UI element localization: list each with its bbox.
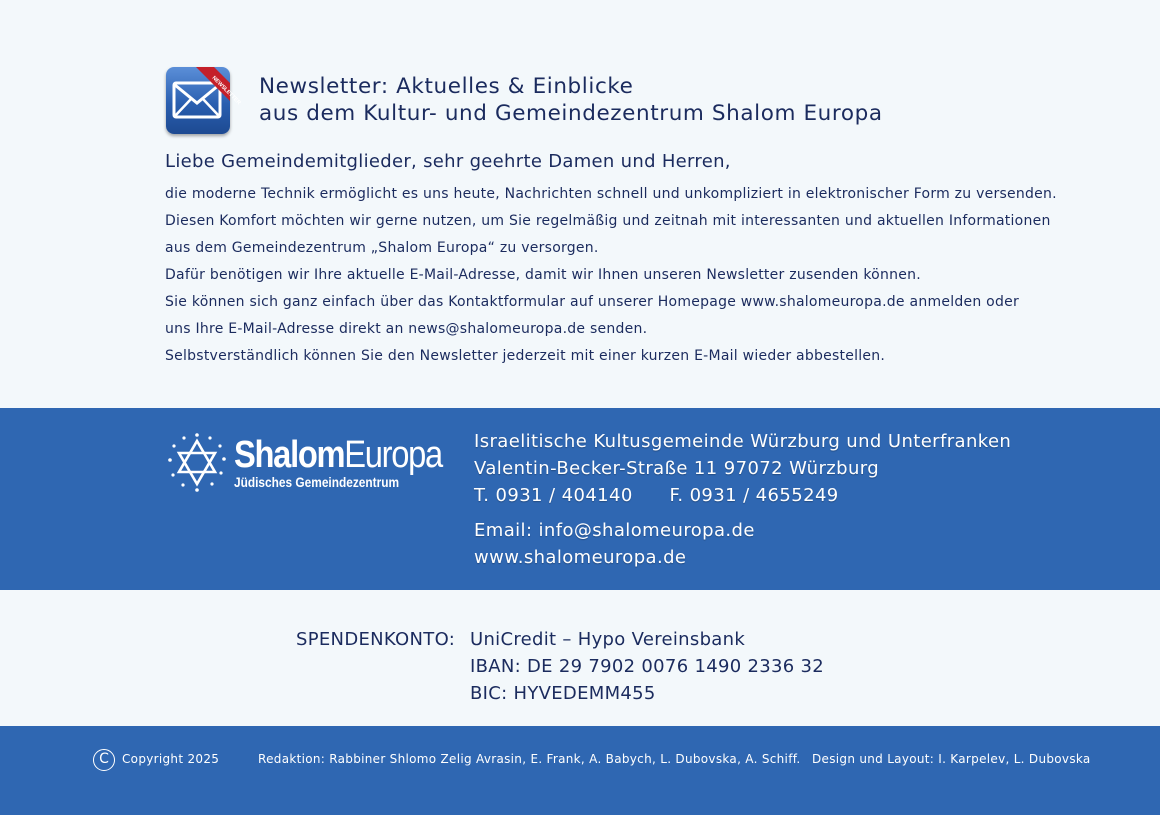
body-line: die moderne Technik ermöglicht es uns heute, Nachrichten schnell und unkompliziert in elektronischer Form zu versenden. <box>165 186 1057 202</box>
body-line: Selbstverständlich können Sie den Newsletter jederzeit mit einer kurzen E-Mail wieder abbestellen. <box>165 348 886 364</box>
organization-name: Israelitische Kultusgemeinde Würzburg und Unterfranken <box>474 431 1012 452</box>
website-link[interactable]: www.shalomeuropa.de <box>474 547 687 568</box>
body-line: Dafür benötigen wir Ihre aktuelle E-Mail-Adresse, damit wir Ihnen unseren Newsletter zusenden können. <box>165 267 921 283</box>
title-line-1: Newsletter: Aktuelles & Einblicke <box>259 74 634 99</box>
body-line: uns Ihre E-Mail-Adresse direkt an news@shalomeuropa.de senden. <box>165 321 648 337</box>
newsletter-badge-text: NEWSLETTER <box>210 75 242 107</box>
logo-subtitle: Jüdisches Gemeindezentrum <box>234 475 400 490</box>
bank-name: UniCredit – Hypo Vereinsbank <box>470 629 746 650</box>
title-line-2: aus dem Kultur- und Gemeindezentrum Shalom Europa <box>259 101 883 126</box>
design-credit: Design und Layout: I. Karpelev, L. Dubovska <box>812 752 1091 766</box>
body-line: Sie können sich ganz einfach über das Kontaktformular auf unserer Homepage www.shalomeuropa.de anmelden oder <box>165 294 1019 310</box>
body-line: aus dem Gemeindezentrum „Shalom Europa“ zu versorgen. <box>165 240 599 256</box>
iban: IBAN: DE 29 7902 0076 1490 2336 32 <box>470 656 825 677</box>
donation-label: SPENDENKONTO: <box>296 629 456 650</box>
logo-word-light: Europa <box>344 434 442 476</box>
copyright-icon: C <box>93 749 115 771</box>
copyright-text: Copyright 2025 <box>122 752 220 766</box>
newsletter-envelope-icon <box>166 67 242 134</box>
logo-word-bold: Shalom <box>234 434 345 476</box>
email-link[interactable]: Email: info@shalomeuropa.de <box>474 520 755 541</box>
body-line: Diesen Komfort möchten wir gerne nutzen, um Sie regelmäßig und zeitnah mit interessanten und aktuellen Informationen <box>165 213 1051 229</box>
footer-band <box>0 726 1160 815</box>
contact-block <box>474 428 1011 571</box>
address: Valentin-Becker-Straße 11 97072 Würzburg <box>474 458 880 479</box>
editors-credit: Redaktion: Rabbiner Shlomo Zelig Avrasin, E. Frank, A. Babych, L. Dubovska, A. Schiff. <box>258 752 801 766</box>
greeting: Liebe Gemeindemitglieder, sehr geehrte Damen und Herren, <box>165 151 731 172</box>
phone-fax: T. 0931 / 404140 F. 0931 / 4655249 <box>474 485 839 506</box>
star-of-david-icon <box>166 432 228 494</box>
logo-wordmark <box>234 434 442 476</box>
newsletter-body <box>165 181 1085 370</box>
shalom-europa-logo <box>166 432 442 498</box>
page-title <box>259 73 883 127</box>
bic: BIC: HYVEDEMM455 <box>470 683 656 704</box>
